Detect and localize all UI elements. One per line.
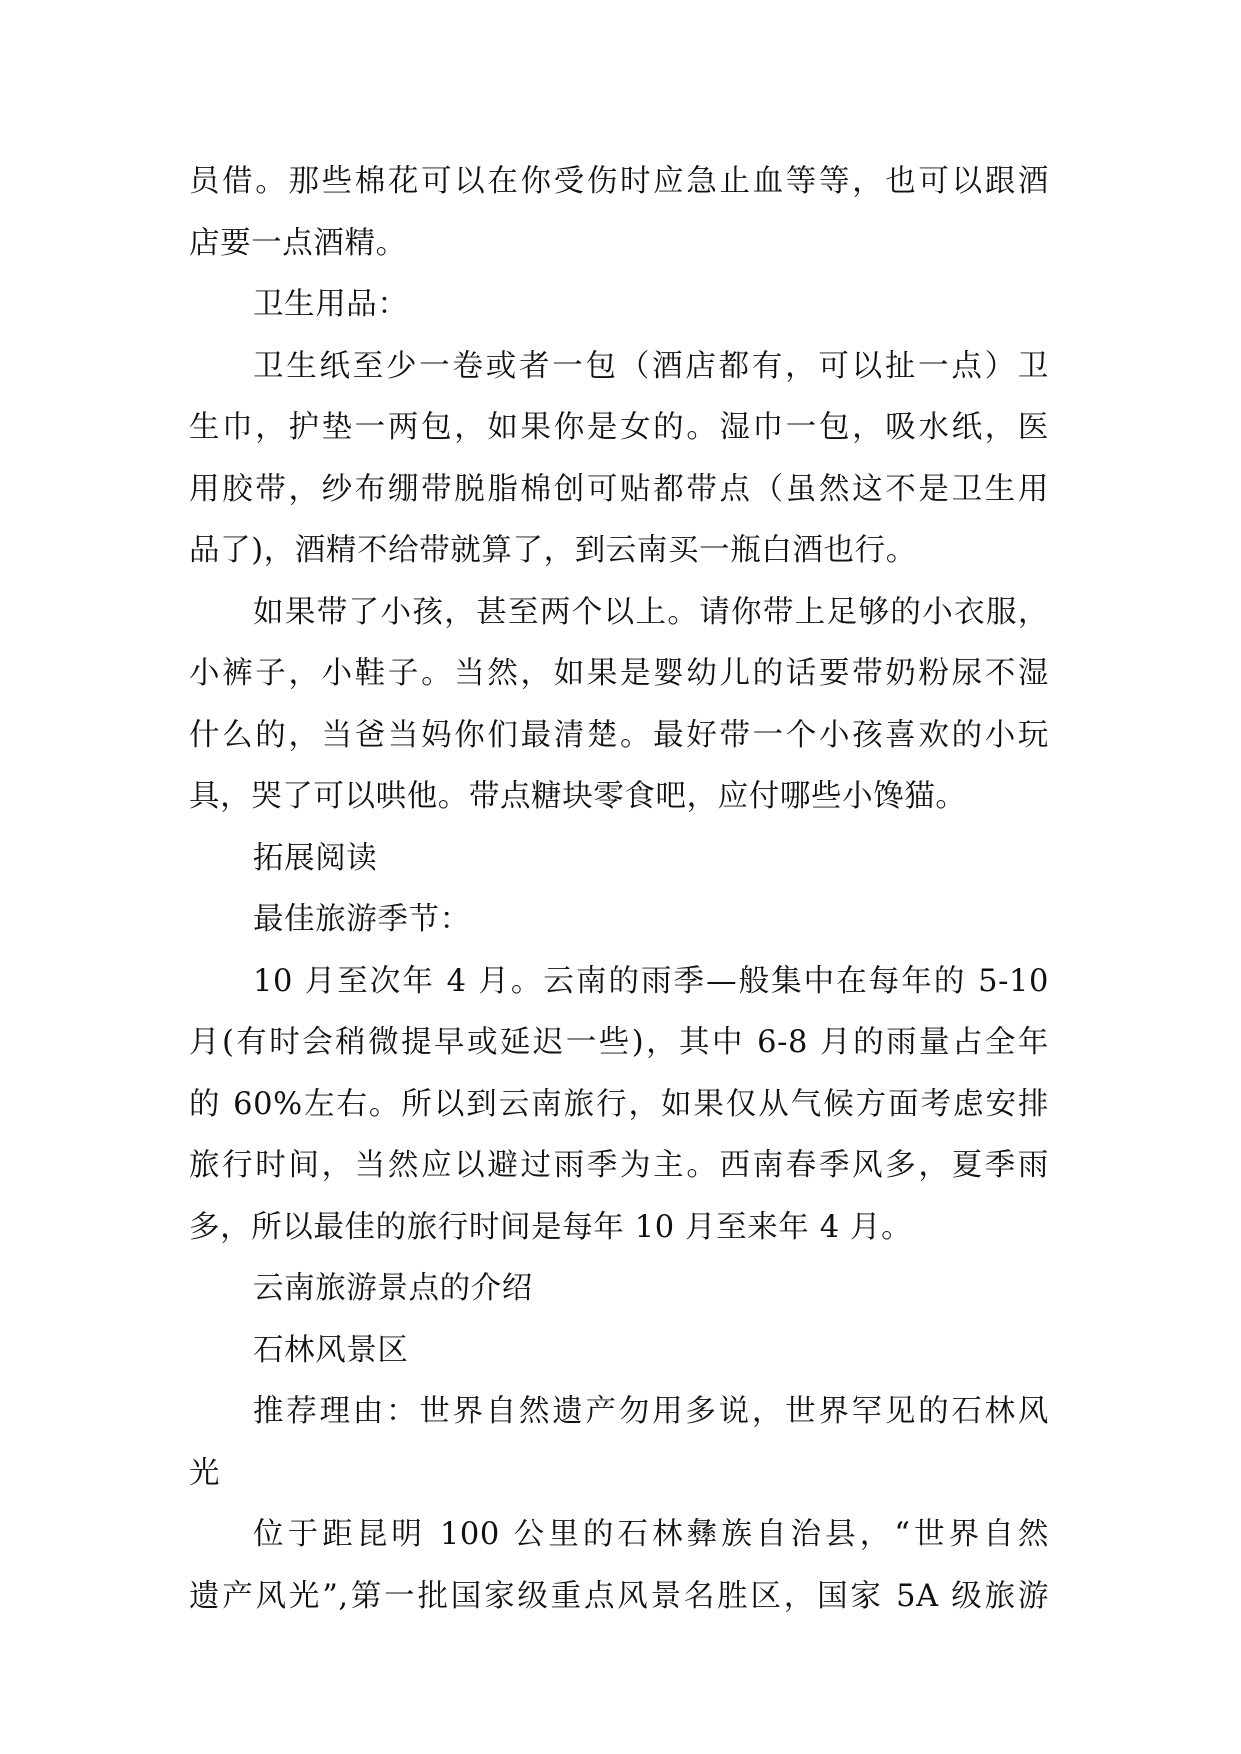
text-line: 的 60%左右。所以到云南旅行，如果仅从气候方面考虑安排 [189,1086,1049,1122]
text-line: 旅行时间，当然应以避过雨季为主。西南春季风多，夏季雨 [189,1148,1049,1183]
section-heading: 卫生用品： [253,287,409,322]
text-line: 品了)，酒精不给带就算了，到云南买一瓶白酒也行。 [189,533,917,568]
text-line: 员借。那些棉花可以在你受伤时应急止血等等，也可以跟酒 [189,164,1049,199]
section-heading: 拓展阅读 [253,840,378,876]
document-body [189,162,1049,1638]
text-line: 多，所以最佳的旅行时间是每年 10 月至来年 4 月。 [189,1209,913,1245]
text-line: 什么的，当爸当妈你们最清楚。最好带一个小孩喜欢的小玩 [189,717,1049,753]
text-line: 月(有时会稍微提早或延迟一些)，其中 6-8 月的雨量占全年 [189,1025,1049,1060]
text-line: 遗产风光”,第一批国家级重点风景名胜区，国家 5A 级旅游 [189,1578,1049,1614]
text-line: 具，哭了可以哄他。带点糖块零食吧，应付哪些小馋猫。 [189,779,967,814]
text-line: 10 月至次年 4 月。云南的雨季—般集中在每年的 5-10 [253,963,1049,999]
text-line: 卫生纸至少一卷或者一包（酒店都有，可以扯一点）卫 [253,348,1049,384]
section-heading: 云南旅游景点的介绍 [253,1271,533,1306]
text-line: 用胶带，纱布绷带脱脂棉创可贴都带点（虽然这不是卫生用 [189,471,1049,507]
section-heading: 石林风景区 [253,1332,409,1368]
text-line: 光 [189,1455,221,1491]
text-line: 位于距昆明 100 公里的石林彝族自治县，“世界自然 [253,1517,1049,1552]
text-line: 店要一点酒精。 [189,225,407,261]
text-line: 小裤子，小鞋子。当然，如果是婴幼儿的话要带奶粉尿不湿 [189,656,1049,691]
text-line: 生巾，护垫一两包，如果你是女的。湿巾一包，吸水纸，医 [189,410,1049,445]
section-heading: 最佳旅游季节： [253,902,471,937]
text-line: 推荐理由：世界自然遗产勿用多说，世界罕见的石林风 [253,1394,1049,1429]
text-line: 如果带了小孩，甚至两个以上。请你带上足够的小衣服， [253,594,1049,630]
